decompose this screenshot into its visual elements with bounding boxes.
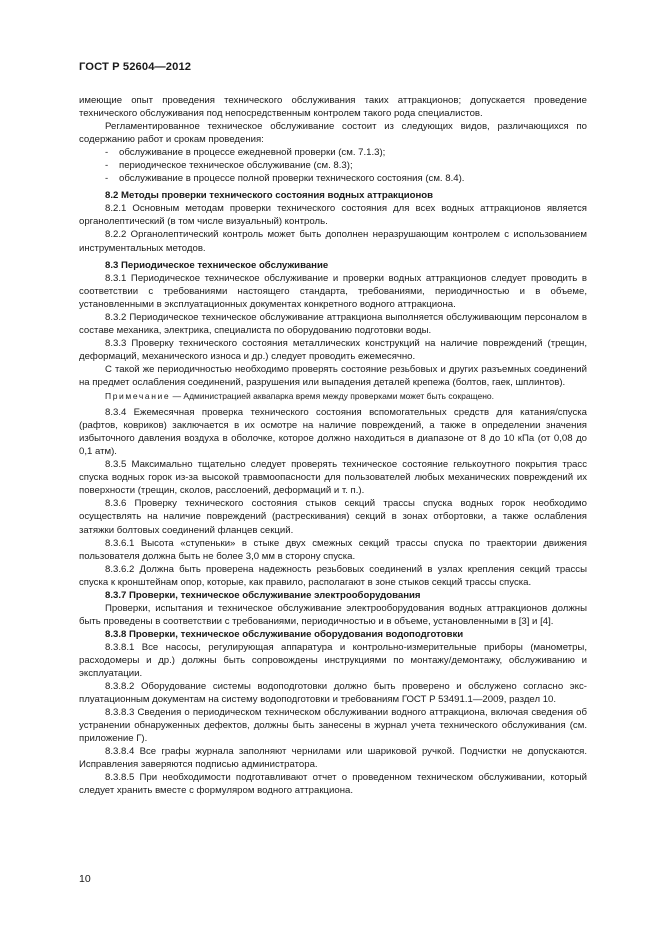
section-heading-8-3: 8.3 Периодическое техническое обслуживание — [105, 259, 329, 271]
list-dash: - — [105, 147, 109, 159]
paragraph-8-2-2: 8.2.2 Органолептический контроль может быть дополнен неразрушающим контролем с использованием инструментальных методов. — [79, 229, 587, 254]
note-text: — Администрацией аквапарка время между проверками может быть сокращено. — [170, 391, 494, 402]
paragraph-8-3-8-3: 8.3.8.3 Сведения о периодическом техническом обслуживании водного аттракциона, включая сведения об устранении обнаруженных дефектов, должны быть занесены в журнал учета технического обслуживания (см. приложение Г). — [79, 707, 587, 745]
paragraph-8-3-6-2: 8.3.6.2 Должна быть проверена надежность резьбовых соединений в узлах крепления секций трассы спуска к кронштейнам опор, которые, как правило, располагают в зоне стыков секций трассы спуска. — [79, 563, 587, 588]
list-item — [79, 172, 587, 185]
paragraph-8-3-4: 8.3.4 Ежемесячная проверка технического состояния вспомогательных средств для катания/спуска (рафтов, ковриков) заключается в их осмотре на наличие повреждений, а также в определении значения избыточного давления воздуха в оболочке, которое должно находиться в диапазоне от 8 до 10 кПа (от 0,08 до 0,1 атм). — [79, 407, 587, 458]
paragraph-intro: имеющие опыт проведения технического обслуживания таких аттракционов; допускается проведение технического обслуживания под непосредственным контролем такого рода специалистов. — [79, 95, 587, 120]
list-item — [79, 146, 587, 159]
paragraph-8-3-8-5: 8.3.8.5 При необходимости подготавливают отчет о проведенном техническом обслуживании, который следует хранить вместе с формуляром водного аттракциона. — [79, 772, 587, 797]
paragraph-8-3-8-4: 8.3.8.4 Все графы журнала заполняют чернилами или шариковой ручкой. Подчистки не допускаются. Исправления заверяются подписью администратора. — [79, 746, 587, 771]
list-item — [79, 159, 587, 172]
note-label: Примечание — [105, 391, 171, 402]
document-header: ГОСТ Р 52604—2012 — [79, 61, 192, 73]
paragraph-8-3-3-continued: С такой же периодичностью необходимо проверять состояние резьбовых и других разъемных соединений на предмет ослабления соединений, разрушения или выпадения деталей крепежа (болтов, гаек, шплинтов). — [79, 363, 587, 388]
list-item-text: обслуживание в процессе полной проверки технического состояния (см. 8.4). — [119, 173, 465, 185]
note — [79, 390, 587, 403]
section-heading-8-2: 8.2 Методы проверки технического состояния водных аттракционов — [105, 190, 434, 202]
list-dash: - — [105, 173, 109, 185]
list-item-text: периодическое техническое обслуживание (см. 8.3); — [119, 160, 353, 172]
list-item-text: обслуживание в процессе ежедневной проверки (см. 7.1.3); — [119, 147, 386, 159]
section-heading-8-3-7: 8.3.7 Проверки, техническое обслуживание электрооборудования — [105, 589, 421, 601]
paragraph-8-3-3: 8.3.3 Проверку технического состояния металлических конструкций на наличие повреждений (трещин, деформаций, механического износа и др.) следует проводить ежемесячно. — [79, 337, 587, 362]
paragraph-8-3-6: 8.3.6 Проверку технического состояния стыков секций трассы спуска водных горок необходимо осуществлять на наличие повреждений (растрескивания) секций в зонах отбортовки, а также ослабления затяжки болтовых соединений фланцев секций. — [79, 498, 587, 536]
section-heading-8-3-8: 8.3.8 Проверки, техническое обслуживание оборудования водоподготовки — [105, 628, 464, 640]
paragraph-8-3-6-1: 8.3.6.1 Высота «ступеньки» в стыке двух смежных секций трассы спуска по траектории движения пользователя должна быть не более 3,0 мм в сторону спуска. — [79, 537, 587, 562]
paragraph-8-2-1: 8.2.1 Основным методам проверки технического состояния для всех водных аттракционов является органолептический (в том числе визуальный) контроль. — [79, 203, 587, 228]
page-body — [79, 94, 587, 797]
list-dash: - — [105, 160, 109, 172]
paragraph-8-3-8-1: 8.3.8.1 Все насосы, регулирующая аппаратура и контрольно-измерительные приборы (манометры, расходомеры и др.) должны быть сопровождены инструкциями по монтажу/демонтажу, обслуживанию и эксплуатации. — [79, 641, 587, 680]
paragraph-8-3-2: 8.3.2 Периодическое техническое обслуживание аттракциона выполняется обслуживающим персоналом в составе механика, электрика, специалиста по оборудованию подготовки воды. — [79, 311, 587, 336]
paragraph-8-3-1: 8.3.1 Периодическое техническое обслуживание и проверки водных аттракционов следует проводить в соответствии с требованиями настоящего стандарта, требованиями, периодичностью и в объеме, установленными в эксплуатационных документах конкретного водного аттракциона. — [79, 272, 587, 310]
page-number: 10 — [79, 873, 91, 885]
paragraph-8-3-8-2: 8.3.8.2 Оборудование системы водоподготовки должно быть проверено и обслужено согласно эксплуатационным документам на систему водоподготовки и требованиям ГОСТ Р 53491.1—2009, раздел 10. — [79, 681, 587, 706]
paragraph-8-3-7: Проверки, испытания и техническое обслуживание электрооборудования водных аттракционов должны быть проведены в соответствии с требованиями, периодичностью и в объеме, установленными в [3] и [4]. — [79, 602, 587, 627]
paragraph-8-3-5: 8.3.5 Максимально тщательно следует проверять техническое состояние гелькоутного покрытия трасс спуска водных горок из-за высокой травмоопасности для пользователей любых механических повреждений их поверхности (трещин, сколов, расслоений, деформаций и т. п.). — [79, 459, 587, 497]
paragraph-reglament: Регламентированное техническое обслуживание состоит из следующих видов, различающихся по содержанию работ и срокам проведения: — [79, 121, 587, 146]
